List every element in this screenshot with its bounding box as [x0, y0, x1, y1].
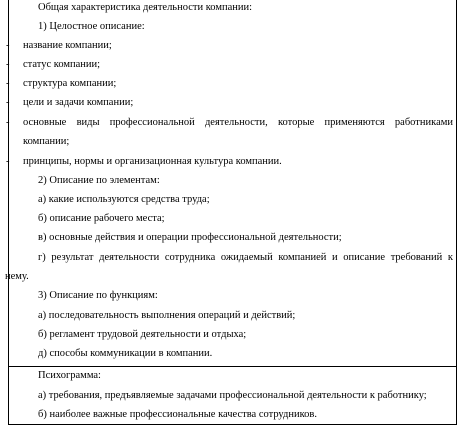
bullet-marker: - — [6, 59, 10, 70]
bullet-marker: - — [6, 97, 10, 108]
subsection-heading-functions: 3) Описание по функциям: — [38, 290, 158, 301]
subsection-heading-elements: 2) Описание по элементам: — [38, 175, 160, 186]
list-item: основные виды профессиональной деятельности, которые применяются работниками — [23, 117, 453, 128]
section-title: Общая характеристика деятельности компании: — [38, 2, 253, 13]
list-item: д) способы коммуникации в компании. — [38, 348, 213, 359]
list-item: цели и задачи компании; — [23, 97, 134, 108]
bullet-marker: - — [6, 78, 10, 89]
list-item: название компании; — [23, 40, 112, 51]
list-item: статус компании; — [23, 59, 101, 70]
list-item: а) требования, предъявляемые задачами профессиональной деятельности к работнику; — [38, 390, 427, 401]
list-item: структура компании; — [23, 78, 117, 89]
bullet-marker: - — [6, 117, 10, 128]
bullet-marker: - — [6, 40, 10, 51]
list-item: а) последовательность выполнения операций и действий; — [38, 310, 296, 321]
list-item: принципы, нормы и организационная культура компании. — [23, 156, 282, 167]
list-item: г) результат деятельности сотрудника ожидаемый компанией и описание требований к — [38, 252, 453, 263]
bullet-marker: - — [6, 156, 10, 167]
list-item-continuation: нему. — [5, 271, 29, 282]
subsection-heading-holistic: 1) Целостное описание: — [38, 21, 145, 32]
list-item: б) наиболее важные профессиональные качества сотрудников. — [38, 409, 317, 420]
list-item: в) основные действия и операции профессиональной деятельности; — [38, 232, 342, 243]
section-title: Психограмма: — [38, 370, 101, 381]
list-item-continuation: компании; — [23, 136, 70, 147]
list-item: б) регламент трудовой деятельности и отдыха; — [38, 329, 247, 340]
list-item: б) описание рабочего места; — [38, 213, 165, 224]
list-item: а) какие используются средства труда; — [38, 194, 210, 205]
